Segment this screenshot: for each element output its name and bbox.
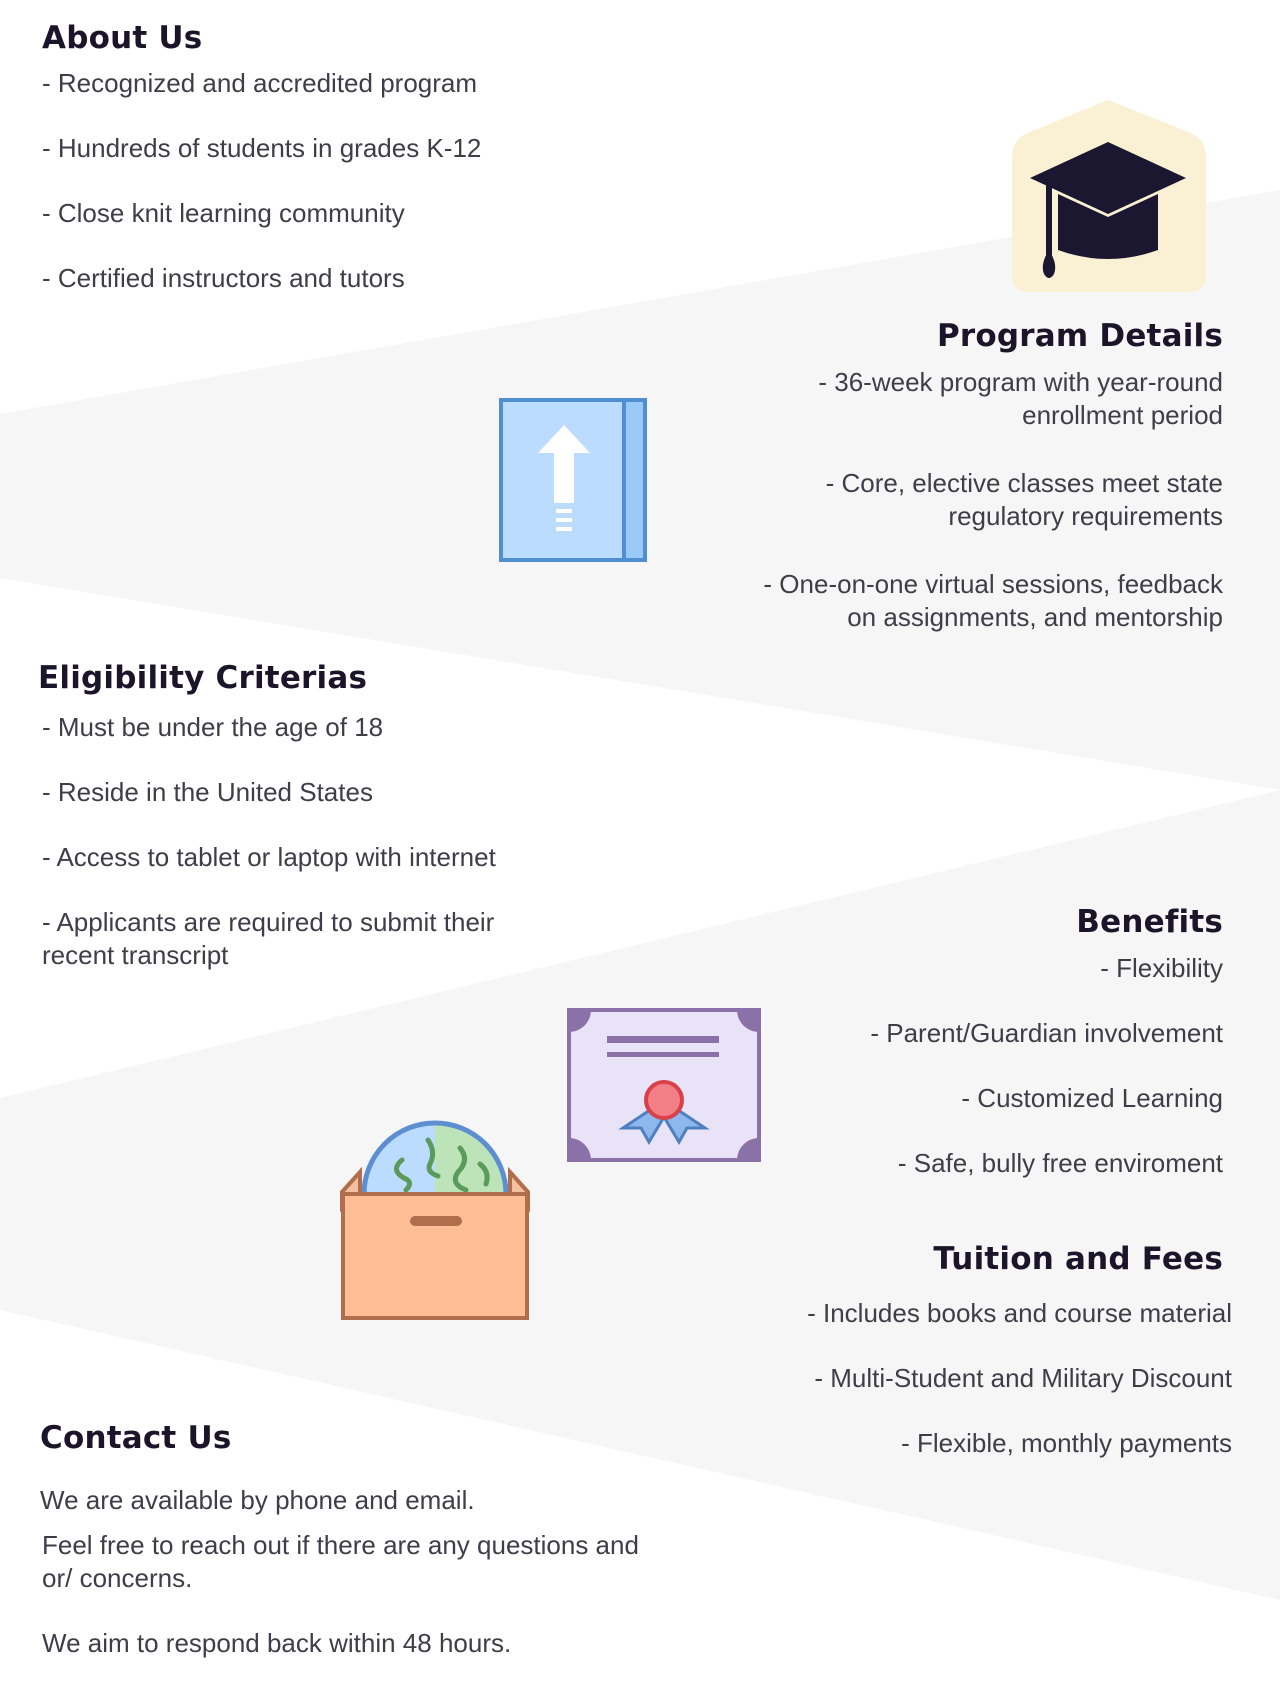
- about-list: [42, 67, 642, 295]
- eligibility-title: Eligibility Criterias: [38, 660, 368, 696]
- benefits-list: [800, 952, 1223, 1180]
- benefits-title: Benefits: [1076, 904, 1223, 940]
- certificate-icon: [567, 1008, 761, 1162]
- list-item: - Safe, bully free enviroment: [897, 1148, 1223, 1178]
- about-section: [42, 20, 642, 295]
- program-section: [690, 318, 1223, 634]
- about-title: About Us: [42, 20, 203, 56]
- list-item: - 36-week program with year-round enrollment period: [818, 367, 1223, 430]
- eligibility-list: [38, 711, 598, 972]
- list-item: - Reside in the United States: [42, 777, 373, 807]
- program-list: [690, 366, 1223, 634]
- tuition-title: Tuition and Fees: [933, 1241, 1223, 1277]
- graduation-cap-icon: [1010, 98, 1206, 294]
- list-item: - One-on-one virtual sessions, feedback on assignments, and mentorship: [763, 569, 1223, 632]
- list-item: - Flexible, monthly payments: [901, 1428, 1232, 1458]
- list-item: - Recognized and accredited program: [42, 68, 478, 98]
- list-item: - Includes books and course material: [807, 1298, 1232, 1328]
- list-item: - Customized Learning: [961, 1083, 1223, 1113]
- tuition-list: [700, 1297, 1232, 1460]
- program-title: Program Details: [937, 318, 1223, 354]
- list-item: - Hundreds of students in grades K-12: [42, 133, 482, 163]
- contact-line-1: We are available by phone and email.: [40, 1485, 475, 1515]
- book-icon: [498, 397, 648, 563]
- list-item: - Core, elective classes meet state regulatory requirements: [825, 468, 1223, 531]
- eligibility-section: [38, 660, 598, 972]
- list-item: - Must be under the age of 18: [42, 712, 384, 742]
- list-item: - Multi-Student and Military Discount: [814, 1363, 1232, 1393]
- benefits-section: [800, 904, 1223, 1180]
- contact-title: Contact Us: [40, 1420, 232, 1456]
- list-item: - Parent/Guardian involvement: [870, 1018, 1223, 1048]
- list-item: - Access to tablet or laptop with internet: [42, 842, 496, 872]
- contact-line-2: Feel free to reach out if there are any questions and or/ concerns.: [42, 1530, 639, 1593]
- contact-section: [40, 1420, 660, 1660]
- list-item: - Applicants are required to submit their recent transcript: [42, 907, 495, 970]
- list-item: - Certified instructors and tutors: [42, 263, 405, 293]
- list-item: - Close knit learning community: [42, 198, 405, 228]
- list-item: - Flexibility: [1100, 953, 1223, 983]
- tuition-section: [700, 1241, 1232, 1460]
- globe-box-icon: [340, 1120, 530, 1320]
- contact-line-3: We aim to respond back within 48 hours.: [42, 1628, 512, 1658]
